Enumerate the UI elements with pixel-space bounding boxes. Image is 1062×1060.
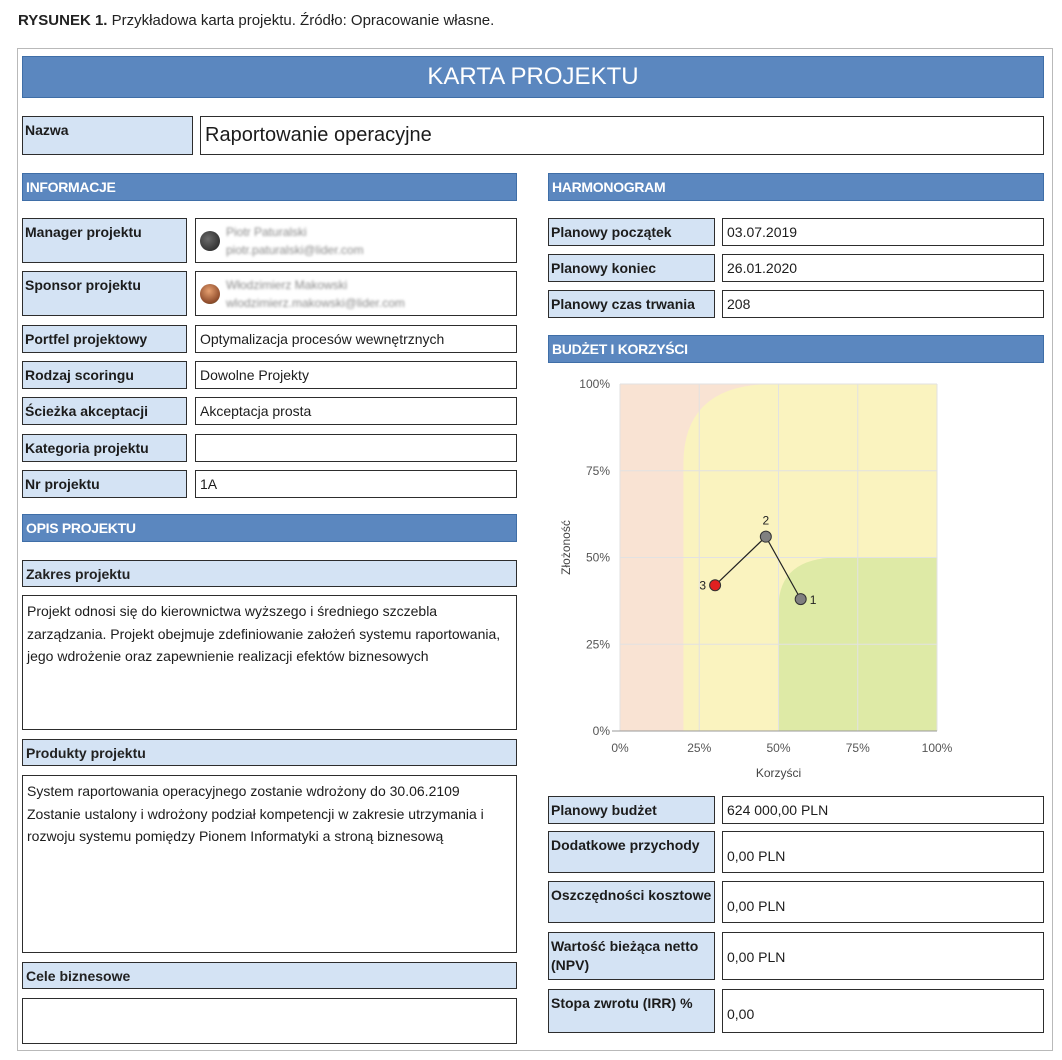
name-label: Nazwa <box>22 116 193 155</box>
start-label: Planowy początek <box>548 218 715 246</box>
sciezka-label: Ścieżka akceptacji <box>22 397 187 425</box>
x-tick-label: 0% <box>611 741 629 755</box>
npv-label-line2: (NPV) <box>551 957 590 973</box>
data-point-1 <box>795 594 806 605</box>
manager-email: piotr.paturalski@lider.com <box>226 242 364 257</box>
produkty-line: rozwoju systemu pomiędzy Pionem Informatyki a stroną biznesową <box>27 828 444 844</box>
budzet-value: 624 000,00 PLN <box>722 796 1044 824</box>
end-label: Planowy koniec <box>548 254 715 282</box>
cele-label: Cele biznesowe <box>22 962 517 989</box>
produkty-label: Produkty projektu <box>22 739 517 766</box>
data-point-2 <box>760 531 771 542</box>
irr-value: 0,00 <box>722 989 1044 1033</box>
section-harmonogram: HARMONOGRAM <box>548 173 1044 201</box>
project-name-value: Raportowanie operacyjne <box>200 116 1044 155</box>
y-tick-label: 100% <box>579 377 610 391</box>
kategoria-value <box>195 434 517 462</box>
manager-name: Piotr Paturalski <box>226 224 307 239</box>
scoring-value: Dowolne Projekty <box>195 361 517 389</box>
npv-label-line1: Wartość bieżąca netto <box>551 938 699 954</box>
zakres-line: zarządzania. Projekt obejmuje zdefiniowanie założeń systemu raportowania, <box>27 625 501 642</box>
oszczednosci-label: Oszczędności kosztowe <box>548 881 715 923</box>
data-label-2: 2 <box>762 513 770 528</box>
nr-value: 1A <box>195 470 517 498</box>
duration-value: 208 <box>722 290 1044 318</box>
section-budzet: BUDŻET I KORZYŚCI <box>548 335 1044 363</box>
irr-label: Stopa zwrotu (IRR) % <box>548 989 715 1033</box>
y-tick-label: 25% <box>585 637 610 652</box>
benefit-complexity-chart <box>548 364 968 794</box>
przychody-value: 0,00 PLN <box>722 831 1044 873</box>
x-tick-label: 75% <box>845 741 870 755</box>
zakres-textbox <box>22 595 517 730</box>
npv-label <box>548 932 715 980</box>
zakres-line: Projekt odnosi się do kierownictwa wyższego i średniego szczebla <box>27 603 438 619</box>
manager-contact <box>226 223 364 259</box>
data-label-1: 1 <box>809 593 817 608</box>
x-tick-label: 100% <box>921 741 953 755</box>
manager-value <box>195 218 517 263</box>
kategoria-label: Kategoria projektu <box>22 434 187 462</box>
przychody-label: Dodatkowe przychody <box>548 831 715 873</box>
sponsor-value <box>195 271 517 316</box>
sponsor-contact <box>226 276 405 312</box>
produkty-line: System raportowania operacyjnego zostanie wdrożony do 30.06.2109 <box>27 783 460 799</box>
y-tick-label: 0% <box>592 724 610 738</box>
portfel-label: Portfel projektowy <box>22 325 187 353</box>
sponsor-label: Sponsor projektu <box>22 271 187 316</box>
zakres-line: jego wdrożenie oraz zapewnienie realizacji efektów biznesowych <box>27 648 429 664</box>
data-point-3 <box>710 580 721 591</box>
figure-caption <box>18 12 494 29</box>
manager-avatar <box>200 231 220 251</box>
section-opis: OPIS PROJEKTU <box>22 514 517 542</box>
y-tick-label: 75% <box>585 463 610 478</box>
sponsor-email: wlodzimierz.makowski@lider.com <box>226 295 405 310</box>
figure-caption-label: RYSUNEK 1. <box>18 12 108 29</box>
oszczednosci-value: 0,00 PLN <box>722 881 1044 923</box>
zakres-label: Zakres projektu <box>22 560 517 587</box>
cele-textbox <box>22 998 517 1044</box>
end-value: 26.01.2020 <box>722 254 1044 282</box>
y-tick-label: 50% <box>585 550 610 565</box>
sciezka-value: Akceptacja prosta <box>195 397 517 425</box>
x-tick-label: 50% <box>766 741 791 755</box>
data-label-3: 3 <box>699 578 707 593</box>
sponsor-avatar <box>200 284 220 304</box>
produkty-line: Zostanie ustalony i wdrożony podział kompetencji w zakresie utrzymania i <box>27 805 484 822</box>
x-axis-title: Korzyści <box>755 766 802 780</box>
y-axis-title: Złożoność <box>559 520 573 575</box>
section-informacje: INFORMACJE <box>22 173 517 201</box>
start-value: 03.07.2019 <box>722 218 1044 246</box>
scoring-label: Rodzaj scoringu <box>22 361 187 389</box>
budzet-label: Planowy budżet <box>548 796 715 824</box>
nr-label: Nr projektu <box>22 470 187 498</box>
figure-caption-text: Przykładowa karta projektu. Źródło: Opracowanie własne. <box>111 12 495 29</box>
x-tick-label: 25% <box>687 741 712 755</box>
portfel-value: Optymalizacja procesów wewnętrznych <box>195 325 517 353</box>
produkty-textbox <box>22 775 517 953</box>
duration-label: Planowy czas trwania <box>548 290 715 318</box>
sponsor-name: Włodzimierz Makowski <box>226 277 348 292</box>
npv-value: 0,00 PLN <box>722 932 1044 980</box>
card-title: KARTA PROJEKTU <box>22 56 1044 98</box>
manager-label: Manager projektu <box>22 218 187 263</box>
